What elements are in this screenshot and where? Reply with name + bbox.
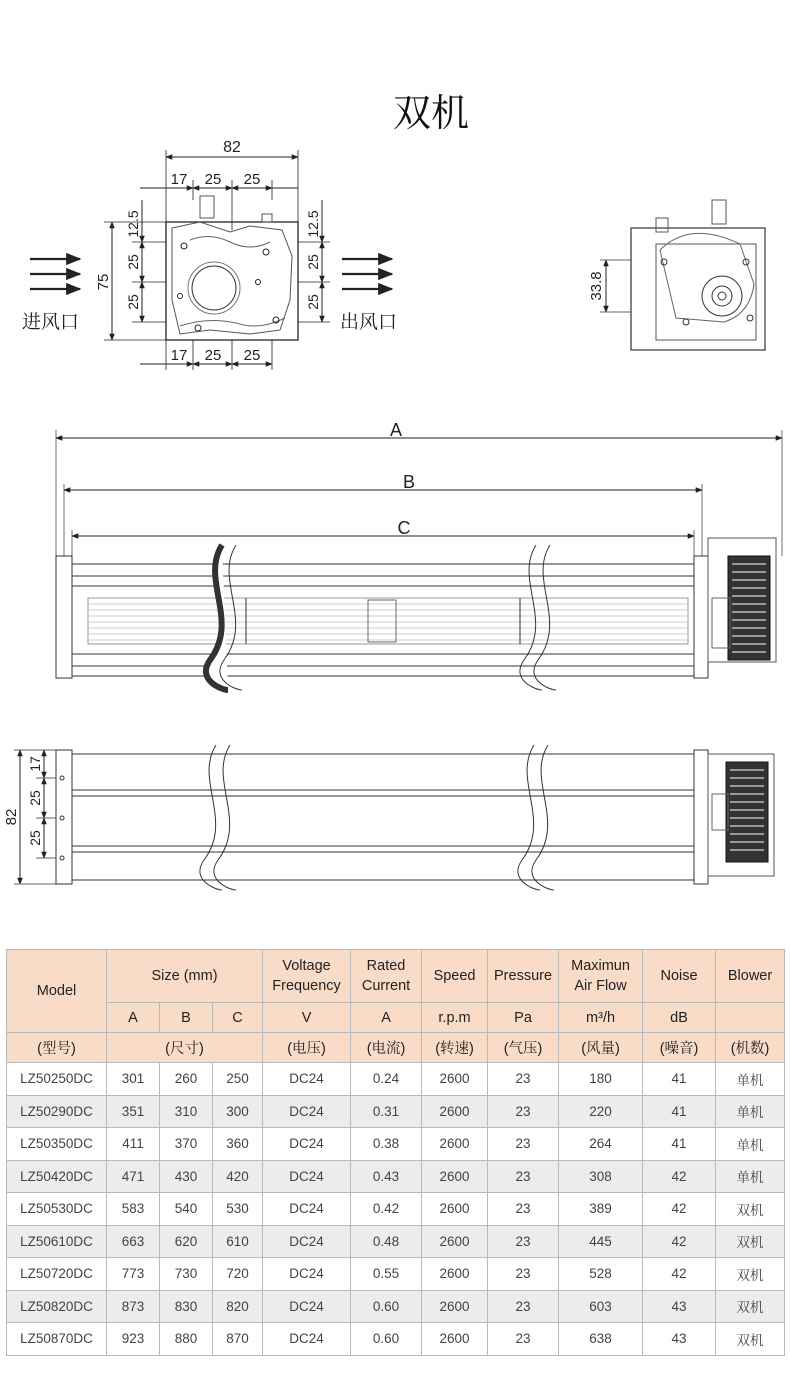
cell-voltage: DC24 <box>263 1095 351 1128</box>
header-pressure: Pressure <box>488 950 559 1003</box>
bottom-view-drawing <box>14 745 774 890</box>
header-size: Size (mm) <box>107 950 263 1003</box>
cell-model: LZ50870DC <box>7 1323 107 1356</box>
cell-voltage: DC24 <box>263 1160 351 1193</box>
spec-table-body <box>7 1063 785 1356</box>
cell-noise: 42 <box>643 1160 716 1193</box>
cell-size-b: 540 <box>160 1193 213 1226</box>
header-unit-b: B <box>160 1003 213 1033</box>
cell-airflow: 389 <box>559 1193 643 1226</box>
dim-33-8: 33.8 <box>588 271 605 301</box>
cell-model: LZ50820DC <box>7 1290 107 1323</box>
side-view-drawing <box>600 200 765 350</box>
cell-size-a: 411 <box>107 1128 160 1161</box>
cell-noise: 43 <box>643 1323 716 1356</box>
cell-voltage: DC24 <box>263 1258 351 1291</box>
table-row <box>7 1193 785 1226</box>
cell-current: 0.60 <box>351 1290 422 1323</box>
header-cn-airflow: (风量) <box>559 1033 643 1063</box>
cell-noise: 42 <box>643 1193 716 1226</box>
dim-left-25b: 25 <box>125 294 141 310</box>
cell-size-c: 530 <box>213 1193 263 1226</box>
cell-speed: 2600 <box>422 1258 488 1291</box>
table-row <box>7 1095 785 1128</box>
cell-voltage: DC24 <box>263 1193 351 1226</box>
cell-model: LZ50350DC <box>7 1128 107 1161</box>
cell-pressure: 23 <box>488 1063 559 1096</box>
header-cn-model: (型号) <box>7 1033 107 1063</box>
header-voltage: Voltage Frequency <box>263 950 351 1003</box>
cell-blower: 双机 <box>716 1323 785 1356</box>
dim-bottom-17: 17 <box>170 347 188 364</box>
cell-size-c: 720 <box>213 1258 263 1291</box>
cell-blower: 单机 <box>716 1063 785 1096</box>
cell-blower: 双机 <box>716 1193 785 1226</box>
cell-size-a: 583 <box>107 1193 160 1226</box>
dim-label-a: A <box>389 420 403 440</box>
dim-label-b: B <box>402 472 416 492</box>
dim-bottom-25a: 25 <box>204 347 222 364</box>
header-unit-blower <box>716 1003 785 1033</box>
cell-speed: 2600 <box>422 1128 488 1161</box>
cell-airflow: 638 <box>559 1323 643 1356</box>
cell-airflow: 180 <box>559 1063 643 1096</box>
cell-size-c: 610 <box>213 1225 263 1258</box>
dim-right-25b: 25 <box>305 294 321 310</box>
dim-top-25b: 25 <box>243 171 261 188</box>
header-unit-current: A <box>351 1003 422 1033</box>
page-title: 双机 <box>392 91 469 135</box>
cell-blower: 双机 <box>716 1290 785 1323</box>
header-unit-a: A <box>107 1003 160 1033</box>
cell-blower: 双机 <box>716 1225 785 1258</box>
header-unit-noise: dB <box>643 1003 716 1033</box>
cell-voltage: DC24 <box>263 1290 351 1323</box>
cell-pressure: 23 <box>488 1128 559 1161</box>
cell-current: 0.55 <box>351 1258 422 1291</box>
cell-model: LZ50610DC <box>7 1225 107 1258</box>
cell-blower: 单机 <box>716 1128 785 1161</box>
cell-airflow: 603 <box>559 1290 643 1323</box>
cell-size-b: 880 <box>160 1323 213 1356</box>
cell-size-c: 300 <box>213 1095 263 1128</box>
cell-noise: 41 <box>643 1095 716 1128</box>
dim-left-12-5: 12.5 <box>125 210 141 238</box>
dim-bottom-82: 82 <box>3 808 20 826</box>
cell-noise: 43 <box>643 1290 716 1323</box>
header-unit-airflow: m³/h <box>559 1003 643 1033</box>
cell-airflow: 308 <box>559 1160 643 1193</box>
cell-pressure: 23 <box>488 1258 559 1291</box>
header-cn-speed: (转速) <box>422 1033 488 1063</box>
cell-speed: 2600 <box>422 1063 488 1096</box>
table-row <box>7 1323 785 1356</box>
dim-width-82: 82 <box>223 139 241 156</box>
cell-pressure: 23 <box>488 1095 559 1128</box>
cell-size-b: 730 <box>160 1258 213 1291</box>
cell-blower: 单机 <box>716 1160 785 1193</box>
header-cn-voltage: (电压) <box>263 1033 351 1063</box>
inlet-arrows-icon <box>30 259 80 289</box>
cell-size-c: 870 <box>213 1323 263 1356</box>
header-cn-size: (尺寸) <box>107 1033 263 1063</box>
spec-table <box>6 949 785 1356</box>
dim-label-c: C <box>397 518 411 538</box>
cell-model: LZ50720DC <box>7 1258 107 1291</box>
dim-bottom-side-17: 17 <box>27 756 43 772</box>
dim-bottom-side-25b: 25 <box>27 830 43 846</box>
cell-current: 0.31 <box>351 1095 422 1128</box>
dim-top-17: 17 <box>170 171 188 188</box>
cell-size-a: 471 <box>107 1160 160 1193</box>
cell-noise: 42 <box>643 1225 716 1258</box>
cell-voltage: DC24 <box>263 1225 351 1258</box>
cell-blower: 单机 <box>716 1095 785 1128</box>
dim-right-12-5: 12.5 <box>305 210 321 238</box>
cell-airflow: 220 <box>559 1095 643 1128</box>
cell-voltage: DC24 <box>263 1128 351 1161</box>
cell-size-a: 663 <box>107 1225 160 1258</box>
cell-speed: 2600 <box>422 1290 488 1323</box>
cell-noise: 41 <box>643 1128 716 1161</box>
dim-bottom-side-25a: 25 <box>27 790 43 806</box>
cell-speed: 2600 <box>422 1160 488 1193</box>
cell-size-b: 620 <box>160 1225 213 1258</box>
cell-size-c: 250 <box>213 1063 263 1096</box>
cell-current: 0.42 <box>351 1193 422 1226</box>
inlet-label: 进风口 <box>22 311 80 333</box>
header-blower: Blower <box>716 950 785 1003</box>
header-current: Rated Current <box>351 950 422 1003</box>
header-noise: Noise <box>643 950 716 1003</box>
table-row <box>7 1160 785 1193</box>
header-cn-noise: (噪音) <box>643 1033 716 1063</box>
cell-airflow: 445 <box>559 1225 643 1258</box>
table-row <box>7 1225 785 1258</box>
cell-size-b: 830 <box>160 1290 213 1323</box>
cell-speed: 2600 <box>422 1323 488 1356</box>
cell-current: 0.43 <box>351 1160 422 1193</box>
cell-noise: 42 <box>643 1258 716 1291</box>
cell-airflow: 264 <box>559 1128 643 1161</box>
header-unit-c: C <box>213 1003 263 1033</box>
header-cn-pressure: (气压) <box>488 1033 559 1063</box>
cell-speed: 2600 <box>422 1095 488 1128</box>
dim-right-25a: 25 <box>305 254 321 270</box>
cell-size-a: 873 <box>107 1290 160 1323</box>
dim-left-25a: 25 <box>125 254 141 270</box>
cell-size-b: 260 <box>160 1063 213 1096</box>
cell-size-b: 370 <box>160 1128 213 1161</box>
cell-blower: 双机 <box>716 1258 785 1291</box>
cell-model: LZ50420DC <box>7 1160 107 1193</box>
table-row <box>7 1258 785 1291</box>
cell-voltage: DC24 <box>263 1063 351 1096</box>
header-cn-current: (电流) <box>351 1033 422 1063</box>
cell-size-b: 310 <box>160 1095 213 1128</box>
cell-speed: 2600 <box>422 1193 488 1226</box>
cell-size-b: 430 <box>160 1160 213 1193</box>
cell-pressure: 23 <box>488 1323 559 1356</box>
cell-noise: 41 <box>643 1063 716 1096</box>
cell-current: 0.60 <box>351 1323 422 1356</box>
cell-airflow: 528 <box>559 1258 643 1291</box>
cell-size-a: 923 <box>107 1323 160 1356</box>
table-row <box>7 1128 785 1161</box>
length-view-drawing <box>56 430 782 690</box>
cell-model: LZ50530DC <box>7 1193 107 1226</box>
cell-size-a: 301 <box>107 1063 160 1096</box>
cell-current: 0.48 <box>351 1225 422 1258</box>
table-row <box>7 1290 785 1323</box>
cell-current: 0.24 <box>351 1063 422 1096</box>
header-airflow: Maximun Air Flow <box>559 950 643 1003</box>
header-unit-voltage: V <box>263 1003 351 1033</box>
dim-bottom-25b: 25 <box>243 347 261 364</box>
dim-height-75: 75 <box>95 273 112 291</box>
outlet-arrows-icon <box>342 259 392 289</box>
table-row <box>7 1063 785 1096</box>
cell-size-c: 820 <box>213 1290 263 1323</box>
header-cn-blower: (机数) <box>716 1033 785 1063</box>
cell-current: 0.38 <box>351 1128 422 1161</box>
cell-size-c: 360 <box>213 1128 263 1161</box>
header-unit-pressure: Pa <box>488 1003 559 1033</box>
cell-voltage: DC24 <box>263 1323 351 1356</box>
header-speed: Speed <box>422 950 488 1003</box>
cell-pressure: 23 <box>488 1225 559 1258</box>
header-model: Model <box>7 950 107 1033</box>
cell-speed: 2600 <box>422 1225 488 1258</box>
cell-size-a: 351 <box>107 1095 160 1128</box>
cell-size-c: 420 <box>213 1160 263 1193</box>
cell-model: LZ50250DC <box>7 1063 107 1096</box>
cell-pressure: 23 <box>488 1193 559 1226</box>
cell-pressure: 23 <box>488 1290 559 1323</box>
dim-top-25a: 25 <box>204 171 222 188</box>
cell-model: LZ50290DC <box>7 1095 107 1128</box>
header-unit-speed: r.p.m <box>422 1003 488 1033</box>
cell-pressure: 23 <box>488 1160 559 1193</box>
cell-size-a: 773 <box>107 1258 160 1291</box>
outlet-label: 出风口 <box>340 311 398 333</box>
